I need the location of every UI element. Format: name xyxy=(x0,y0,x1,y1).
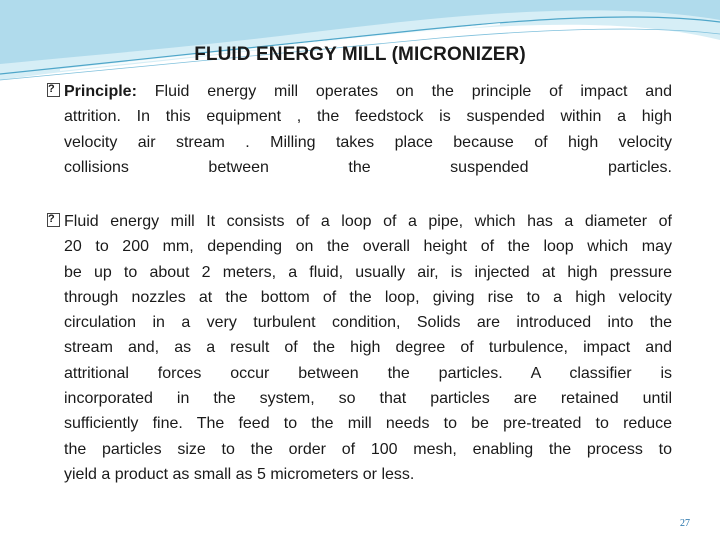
paragraph-line: stream and, as a result of the high degree of turbulence, impact and xyxy=(64,339,672,357)
paragraph-line: velocity air stream . Milling takes place because of high velocity xyxy=(64,133,672,151)
principle-label: Principle: xyxy=(64,83,137,100)
paragraph-line: circulation in a very turbulent condition, Solids are introduced into the xyxy=(64,314,672,332)
principle-paragraph xyxy=(48,79,672,180)
paragraph-line: yield a product as small as 5 micrometers or less. xyxy=(64,465,415,483)
paragraph-line: through nozzles at the bottom of the loop, giving rise to a high velocity xyxy=(64,288,672,306)
paragraph-line: collisions between the suspended particles. xyxy=(64,158,672,176)
paragraph-line: incorporated in the system, so that particles are retained until xyxy=(64,390,672,408)
paragraph-line: be up to about 2 meters, a fluid, usually air, is injected at high pressure xyxy=(64,263,672,281)
paragraph-line: attritional forces occur between the particles. A classifier is xyxy=(64,364,672,382)
bullet-icon: ? xyxy=(47,83,60,97)
bullet-icon: ? xyxy=(47,213,60,227)
paragraph-line: attrition. In this equipment , the feedstock is suspended within a high xyxy=(64,108,672,126)
paragraph-line: 20 to 200 mm, depending on the overall height of the loop which may xyxy=(64,238,672,256)
page-number: 27 xyxy=(680,518,690,529)
paragraph-line: sufficiently fine. The feed to the mill needs to be pre-treated to reduce xyxy=(64,415,672,433)
paragraph-line: Fluid energy mill It consists of a loop of a pipe, which has a diameter of xyxy=(64,213,672,230)
description-paragraph xyxy=(48,209,672,487)
slide-title: FLUID ENERGY MILL (MICRONIZER) xyxy=(194,44,526,65)
paragraph-line: Principle: Fluid energy mill operates on the principle of impact and xyxy=(64,83,672,100)
paragraph-line: the particles size to the order of 100 mesh, enabling the process to xyxy=(64,440,672,458)
